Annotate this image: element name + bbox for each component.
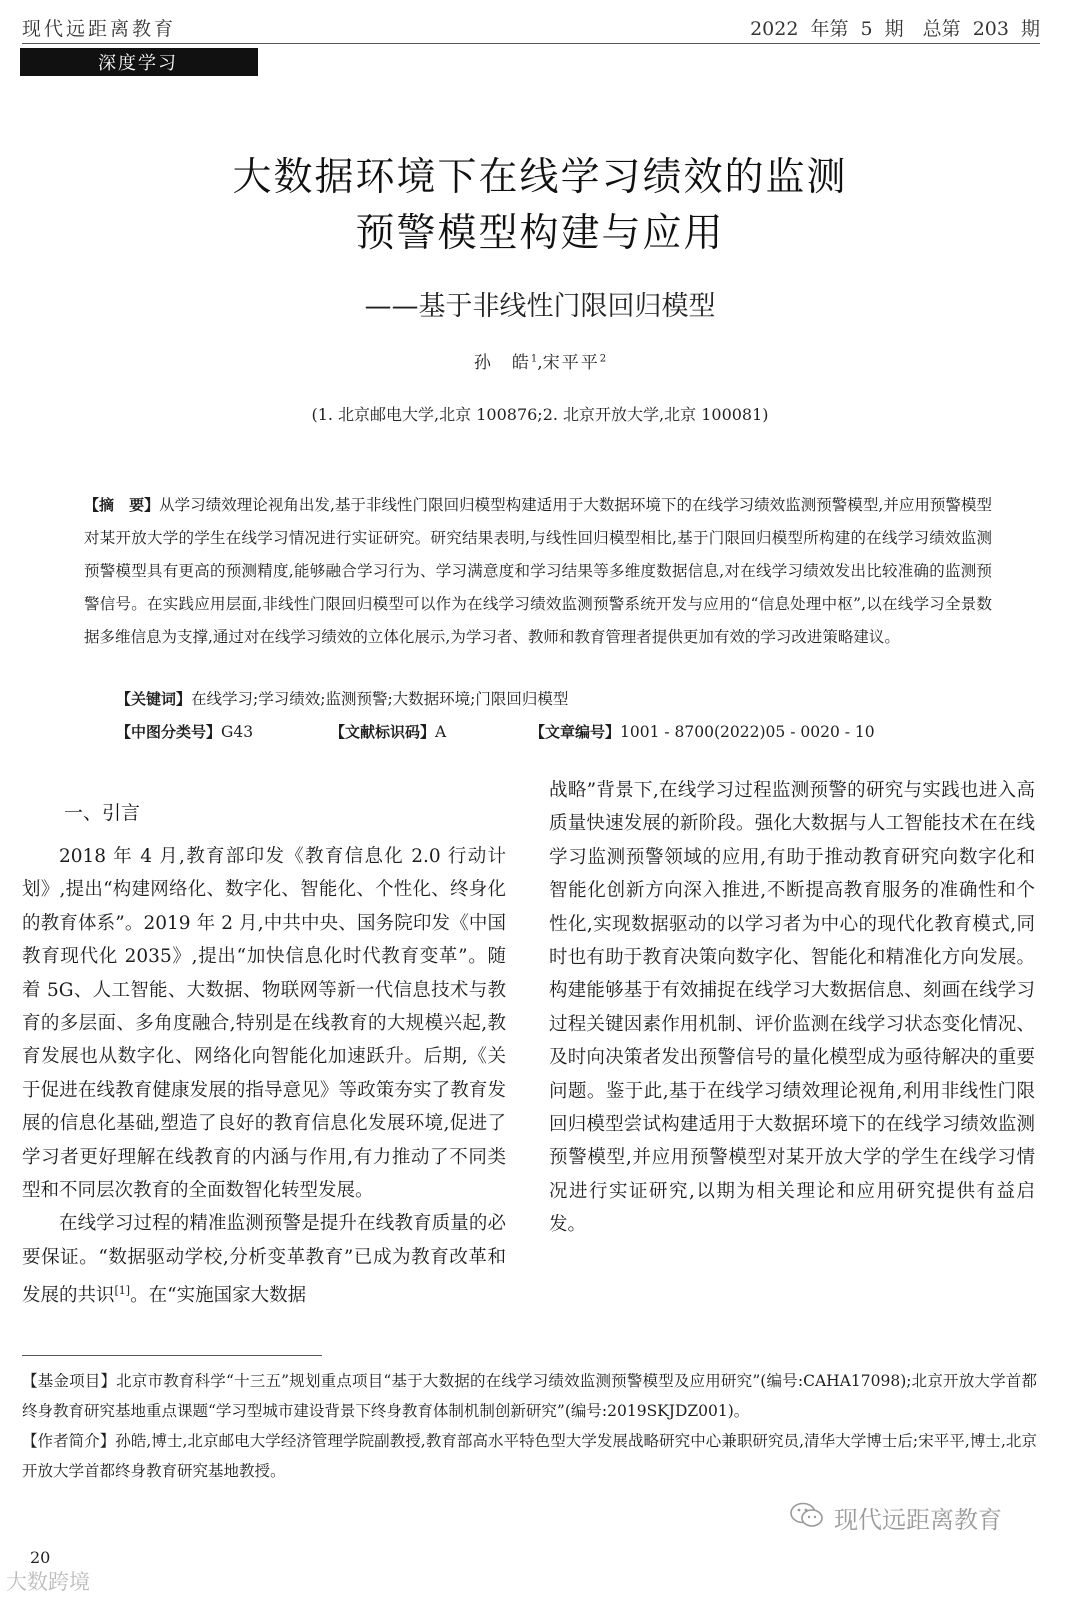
article-title [0, 150, 1080, 262]
author-2: 宋平平 [542, 353, 600, 373]
page-number: 20 [30, 1548, 51, 1567]
journal-name: 现代远距离教育 [22, 18, 177, 40]
paragraph-text-tail: 。在“实施国家大数据 [130, 1285, 307, 1307]
fund-label: 【基金项目】 [22, 1372, 117, 1390]
keywords-label: 【关键词】 [116, 690, 192, 708]
author-separator: , [537, 353, 543, 373]
watermark-left: 大数跨境 [6, 1570, 90, 1594]
author-1-affil-mark: 1 [530, 353, 538, 365]
article-number-value: 1001 - 8700(2022)05 - 0020 - 10 [620, 723, 875, 741]
author-1: 孙 皓 [473, 353, 531, 373]
paragraph: 2018 年 4 月,教育部印发《教育信息化 2.0 行动计划》,提出“构建网络化、数字化、智能化、个性化、终身化的教育体系”。2019 年 2 月,中共中央、国务院印发《中国教育现代化 2035》,提出“加快信息化时代教育变革”。随着 5G、人工智能、大数据、物联网等新一代信息技术与教育的多层面、多角度融合,特别是在线教育的大规模兴起,教育发展也从数字化、网络化向智能化加速跃升。后期,《关于促进在线教育健康发展的指导意见》等政策夯实了教育发展的信息化基础,塑造了良好的教育信息化发展环境,促进了学习者更好理解在线教育的内涵与作用,有力推动了不同类型和不同层次教育的全面数智化转型发展。 [22, 846, 506, 1202]
body-column-left [22, 840, 506, 1313]
section-heading: 一、引言 [64, 802, 141, 824]
watermark-right-text: 现代远距离教育 [834, 1506, 1002, 1534]
fund-note [22, 1366, 1037, 1426]
paragraph [22, 1207, 506, 1312]
keywords [116, 687, 568, 709]
author-bio [22, 1426, 1037, 1486]
paragraph: 战略”背景下,在线学习过程监测预警的研究与实践也进入高质量快速发展的新阶段。强化大数据与人工智能技术在在线学习监测预警领域的应用,有助于推动教育研究向数字化和智能化创新方向深入推进,不断提高教育服务的准确性和个性化,实现数据驱动的以学习者为中心的现代化教育模式,同时也有助于教育决策向数字化、智能化和精准化方向发展。构建能够基于有效捕捉在线学习大数据信息、刻画在线学习过程关键因素作用机制、评价监测在线学习状态变化情况、及时向决策者发出预警信号的量化模型成为亟待解决的重要问题。鉴于此,基于在线学习绩效理论视角,利用非线性门限回归模型尝试构建适用于大数据环境下的在线学习绩效监测预警模型,并应用预警模型对某开放大学的学生在线学习情况进行实证研究,以期为相关理论和应用研究提供有益启发。 [549, 780, 1035, 1236]
article-number-label: 【文章编号】 [530, 723, 621, 741]
clc-value: G43 [221, 723, 254, 741]
fund-text: 北京市教育科学“十三五”规划重点项目“基于大数据的在线学习绩效监测预警模型及应用研究”(编号:CAHA17098);北京开放大学首都终身教育研究基地重点课题“学习型城市建设背景下终身教育体制机制创新研究”(编号:2019SKJDZ001)。 [22, 1372, 1037, 1420]
abstract [84, 489, 992, 654]
abstract-text: 从学习绩效理论视角出发,基于非线性门限回归模型构建适用于大数据环境下的在线学习绩效监测预警模型,并应用预警模型对某开放大学的学生在线学习情况进行实证研究。研究结果表明,与线性回归模型相比,基于门限回归模型所构建的在线学习绩效监测预警模型具有更高的预测精度,能够融合学习行为、学习满意度和学习结果等多维度数据信息,对在线学习绩效发出比较准确的监测预警信号。在实践应用层面,非线性门限回归模型可以作为在线学习绩效监测预警系统开发与应用的“信息处理中枢”,以在线学习全景数据多维信息为支撑,通过对在线学习绩效的立体化展示,为学习者、教师和教育管理者提供更加有效的学习改进策略建议。 [84, 496, 992, 646]
citation-ref: [1] [114, 1284, 131, 1298]
clc-label: 【中图分类号】 [116, 723, 222, 741]
paragraph-text: 在线学习过程的精准监测预警是提升在线教育质量的必要保证。“数据驱动学校,分析变革教育”已成为教育改革和发展的共识 [22, 1213, 506, 1307]
watermark-right [790, 1500, 1002, 1535]
body-column-right [549, 774, 1035, 1242]
footnote-divider [22, 1355, 322, 1356]
clc-number [116, 721, 253, 742]
title-line-1: 大数据环境下在线学习绩效的监测 [232, 155, 848, 200]
keywords-text: 在线学习;学习绩效;监测预警;大数据环境;门限回归模型 [191, 690, 569, 708]
author-bio-text: 孙皓,博士,北京邮电大学经济管理学院副教授,教育部高水平特色型大学发展战略研究中心兼职研究员,清华大学博士后;宋平平,博士,北京开放大学首都终身教育研究基地教授。 [22, 1432, 1037, 1480]
affiliations: (1. 北京邮电大学,北京 100876;2. 北京开放大学,北京 100081) [311, 405, 769, 424]
article-number [530, 721, 875, 742]
wechat-icon [790, 1502, 824, 1534]
column-label: 深度学习 [20, 48, 258, 76]
footnotes [22, 1366, 1037, 1486]
title-line-2: 预警模型构建与应用 [355, 211, 725, 256]
document-code-label: 【文献标识码】 [330, 723, 436, 741]
document-code [330, 721, 446, 742]
document-code-value: A [435, 723, 447, 741]
issue-info: 2022 年第 5 期 总第 203 期 [750, 18, 1040, 40]
header-rule [22, 43, 1040, 44]
authors [0, 348, 1080, 373]
author-bio-label: 【作者简介】 [22, 1432, 116, 1450]
abstract-label: 【摘 要】 [84, 496, 160, 514]
article-subtitle: ——基于非线性门限回归模型 [364, 291, 716, 322]
author-2-affil-mark: 2 [599, 353, 607, 365]
